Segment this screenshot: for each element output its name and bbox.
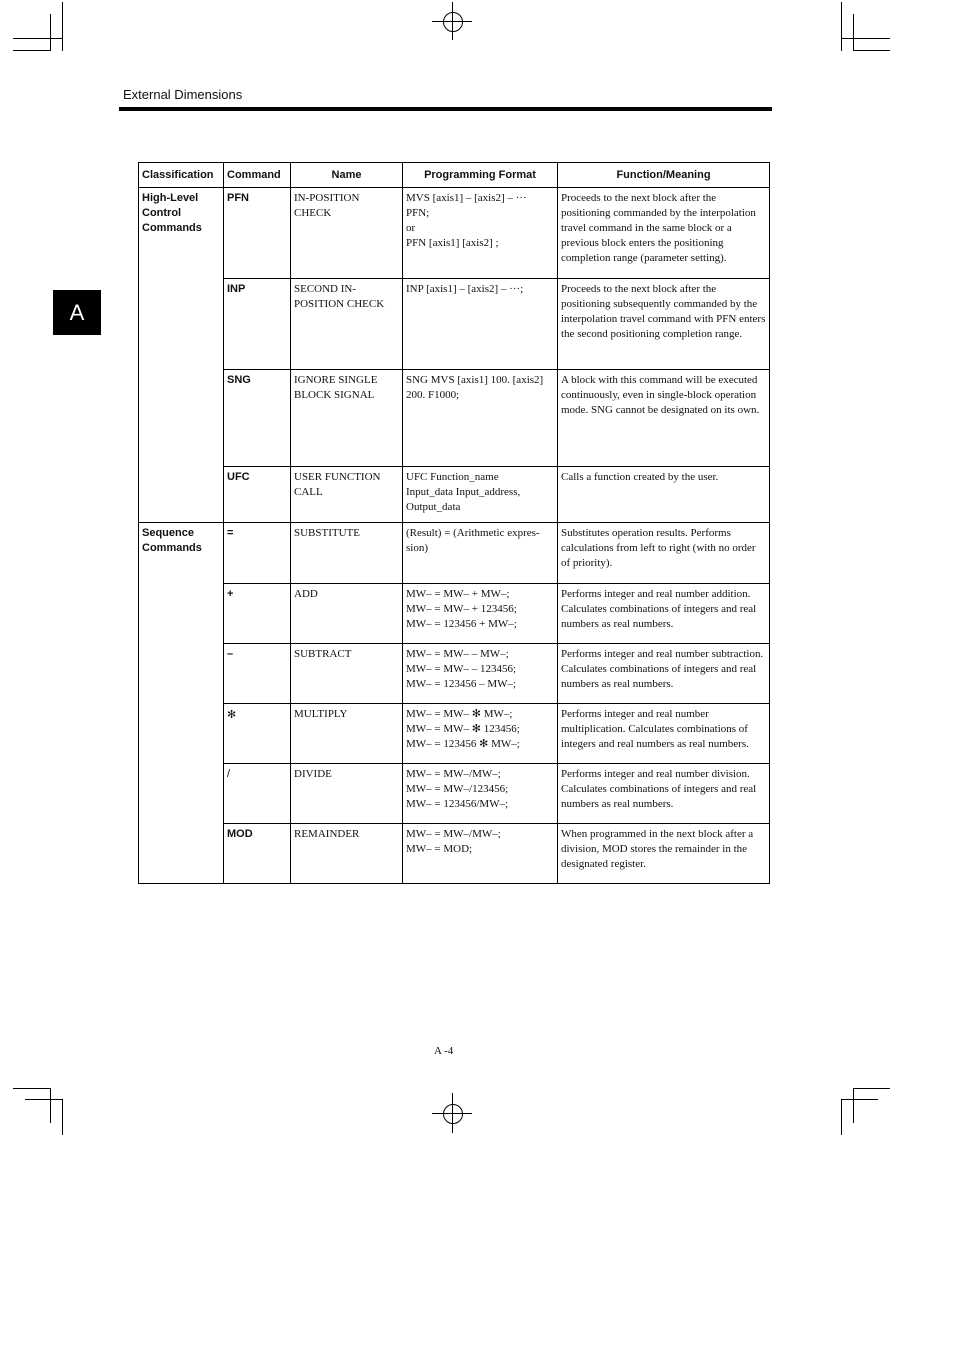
function-cell: Proceeds to the next block after the positioning commanded by the interpolation travel command in the same block or a previous block enters the positioning completion range (parameter setting).	[558, 188, 770, 279]
appendix-tab: A	[53, 290, 101, 335]
format-cell: MW– = MW–/MW–; MW– = MOD;	[403, 824, 558, 884]
function-cell: Calls a function created by the user.	[558, 467, 770, 523]
registration-mark-bottom	[443, 1104, 463, 1124]
function-cell: Proceeds to the next block after the positioning subsequently commanded by the interpolation travel command with PFN enters the second positioning completion range.	[558, 279, 770, 370]
table-row	[139, 644, 770, 704]
name-cell: SUBSTITUTE	[291, 523, 403, 584]
name-cell: SECOND IN- POSITION CHECK	[291, 279, 403, 370]
registration-mark-bottom-h	[432, 1113, 472, 1114]
command-cell: –	[224, 644, 291, 704]
name-cell: MULTIPLY	[291, 704, 403, 764]
registration-mark-top-h	[432, 21, 472, 22]
page-number: A -4	[434, 1045, 454, 1057]
table-row	[139, 584, 770, 644]
crop-mark-tl-v	[62, 2, 63, 51]
crop-mark-br-v	[853, 1088, 854, 1123]
command-table	[138, 162, 770, 884]
format-cell: UFC Function_name Input_data Input_address, Output_data	[403, 467, 558, 523]
table-row	[139, 824, 770, 884]
column-header-classification: Classification	[139, 163, 224, 188]
command-cell: ✻	[224, 704, 291, 764]
format-cell: INP [axis1] – [axis2] – ···;	[403, 279, 558, 370]
crop-mark-tl-h	[13, 50, 51, 51]
table-row	[139, 704, 770, 764]
column-header-programming-format: Programming Format	[403, 163, 558, 188]
classification-cell: High-Level Control Commands	[139, 188, 224, 523]
crop-mark-br-h2	[841, 1099, 878, 1100]
format-cell: (Result) = (Arithmetic expres- sion)	[403, 523, 558, 584]
function-cell: A block with this command will be executed continuously, even in single-block operation mode. SNG cannot be designated on its own.	[558, 370, 770, 467]
command-cell: UFC	[224, 467, 291, 523]
function-cell: Performs integer and real number addition. Calculates combinations of integers and real numbers as real numbers.	[558, 584, 770, 644]
name-cell: USER FUNCTION CALL	[291, 467, 403, 523]
table-header-row	[139, 163, 770, 188]
command-cell: MOD	[224, 824, 291, 884]
name-cell: IGNORE SINGLE BLOCK SIGNAL	[291, 370, 403, 467]
function-cell: When programmed in the next block after a division, MOD stores the remainder in the designated register.	[558, 824, 770, 884]
command-cell: PFN	[224, 188, 291, 279]
name-cell: SUBTRACT	[291, 644, 403, 704]
crop-mark-br-h	[853, 1088, 890, 1089]
crop-mark-tr-h	[853, 50, 890, 51]
command-cell: INP	[224, 279, 291, 370]
function-cell: Performs integer and real number subtraction. Calculates combinations of integers and real numbers as real numbers.	[558, 644, 770, 704]
name-cell: IN-POSITION CHECK	[291, 188, 403, 279]
page-header-title: External Dimensions	[123, 87, 243, 102]
format-cell: MW– = MW– + MW–; MW– = MW– + 123456; MW– = 123456 + MW–;	[403, 584, 558, 644]
name-cell: ADD	[291, 584, 403, 644]
crop-mark-bl-h2	[25, 1099, 63, 1100]
name-cell: DIVIDE	[291, 764, 403, 824]
table-row	[139, 370, 770, 467]
header-rule	[119, 107, 772, 111]
table-row	[139, 467, 770, 523]
crop-mark-bl-h	[13, 1088, 51, 1089]
crop-mark-bl-v	[50, 1088, 51, 1123]
column-header-command: Command	[224, 163, 291, 188]
crop-mark-bl-v2	[62, 1099, 63, 1135]
table-row	[139, 188, 770, 279]
format-cell: MW– = MW– ✻ MW–; MW– = MW– ✻ 123456; MW– = 123456 ✻ MW–;	[403, 704, 558, 764]
classification-cell: Sequence Commands	[139, 523, 224, 884]
function-cell: Substitutes operation results. Performs calculations from left to right (with no order of priority).	[558, 523, 770, 584]
function-cell: Performs integer and real number division. Calculates combinations of integers and real numbers as real numbers.	[558, 764, 770, 824]
format-cell: SNG MVS [axis1] 100. [axis2] 200. F1000;	[403, 370, 558, 467]
crop-mark-tl-v2	[50, 14, 51, 51]
command-cell: +	[224, 584, 291, 644]
crop-mark-tr-h2	[841, 38, 890, 39]
name-cell: REMAINDER	[291, 824, 403, 884]
format-cell: MW– = MW–/MW–; MW– = MW–/123456; MW– = 123456/MW–;	[403, 764, 558, 824]
registration-mark-top	[443, 12, 463, 32]
column-header-function-meaning: Function/Meaning	[558, 163, 770, 188]
crop-mark-tl-h2	[13, 38, 63, 39]
crop-mark-tr-v	[841, 2, 842, 51]
function-cell: Performs integer and real number multiplication. Calculates combinations of integers and real numbers as real numbers.	[558, 704, 770, 764]
table-row	[139, 279, 770, 370]
column-header-name: Name	[291, 163, 403, 188]
table-row	[139, 764, 770, 824]
table-row	[139, 523, 770, 584]
format-cell: MW– = MW– – MW–; MW– = MW– – 123456; MW– = 123456 – MW–;	[403, 644, 558, 704]
command-cell: SNG	[224, 370, 291, 467]
crop-mark-br-v2	[841, 1099, 842, 1135]
crop-mark-tr-v2	[853, 14, 854, 51]
command-cell: /	[224, 764, 291, 824]
command-cell: =	[224, 523, 291, 584]
format-cell: MVS [axis1] – [axis2] – ··· PFN; or PFN [axis1] [axis2] ;	[403, 188, 558, 279]
